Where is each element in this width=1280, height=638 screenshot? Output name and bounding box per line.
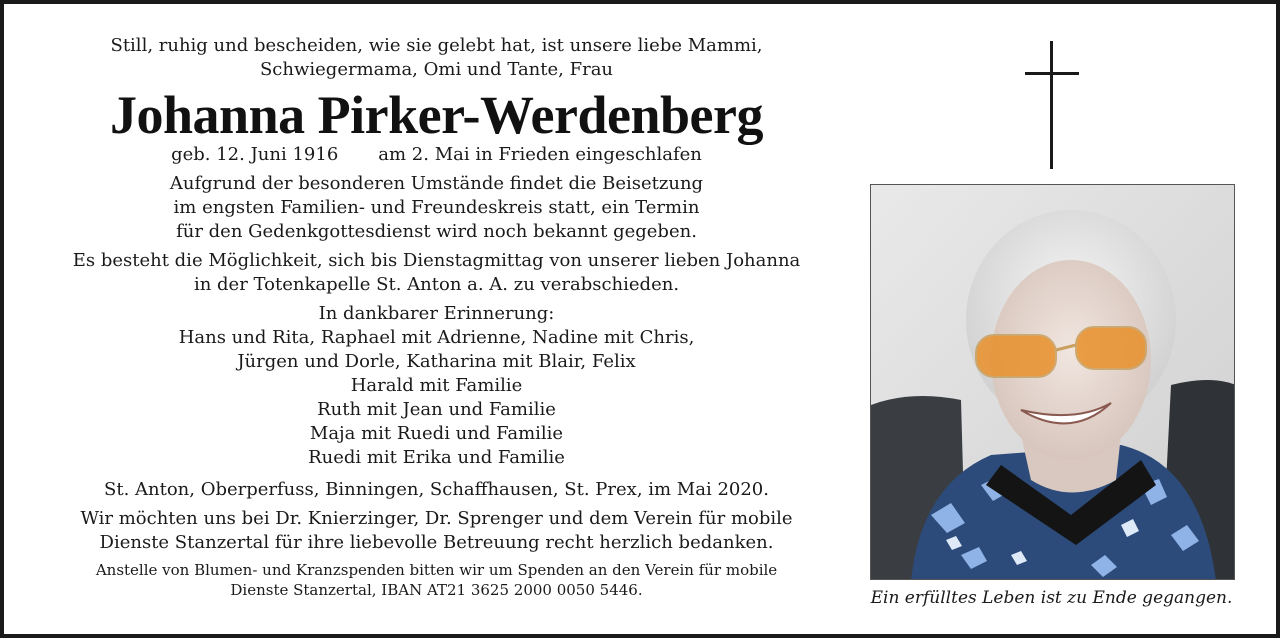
mourner-line: Maja mit Ruedi und Familie: [309, 423, 564, 444]
intro-line: Schwiegermama, Omi und Tante, Frau: [259, 59, 614, 80]
farewell-line: in der Totenkapelle St. Anton a. A. zu verabschieden.: [193, 274, 680, 295]
places-and-date: St. Anton, Oberperfuss, Binningen, Schaffhausen, St. Prex, im Mai 2020.: [104, 479, 769, 500]
thanks-notice: [44, 507, 829, 555]
burial-notice: [44, 172, 829, 244]
intro-line: Still, ruhig und bescheiden, wie sie gelebt hat, ist unsere liebe Mammi,: [110, 35, 763, 56]
mourner-line: Harald mit Familie: [350, 375, 523, 396]
donation-notice: [44, 560, 829, 600]
burial-line: im engsten Familien- und Freundeskreis statt, ein Termin: [173, 197, 700, 218]
mourner-line: Jürgen und Dorle, Katharina mit Blair, Felix: [237, 351, 636, 372]
farewell-line: Es besteht die Möglichkeit, sich bis Dienstagmittag von unserer lieben Johanna: [72, 250, 801, 271]
cross-icon: [1025, 41, 1079, 169]
death-date: am 2. Mai in Frieden eingeschlafen: [378, 144, 702, 165]
thanks-line: Dienste Stanzertal für ihre liebevolle Betreuung recht herzlich bedanken.: [99, 532, 774, 553]
photo-caption: Ein erfülltes Leben ist zu Ende gegangen.: [870, 588, 1233, 608]
farewell-notice: [44, 249, 829, 297]
mourners-list: [44, 302, 829, 470]
life-dates: [44, 144, 829, 166]
deceased-name: Johanna Pirker-Werdenberg: [110, 85, 763, 145]
intro-text: [44, 34, 829, 82]
mourners-heading: In dankbarer Erinnerung:: [318, 303, 555, 324]
mourner-line: Ruedi mit Erika und Familie: [308, 447, 565, 468]
mourner-line: Hans und Rita, Raphael mit Adrienne, Nadine mit Chris,: [178, 327, 695, 348]
donation-line: Dienste Stanzertal, IBAN AT21 3625 2000 0050 5446.: [230, 581, 643, 599]
mourner-line: Ruth mit Jean und Familie: [317, 399, 556, 420]
donation-line: Anstelle von Blumen- und Kranzspenden bitten wir um Spenden an den Verein für mobile: [95, 561, 778, 579]
burial-line: für den Gedenkgottesdienst wird noch bekannt gegeben.: [176, 221, 697, 242]
burial-line: Aufgrund der besonderen Umstände findet die Beisetzung: [169, 173, 704, 194]
portrait-photo: [870, 184, 1235, 580]
birth-date: geb. 12. Juni 1916: [171, 144, 339, 165]
obituary-text-column: [44, 34, 829, 605]
thanks-line: Wir möchten uns bei Dr. Knierzinger, Dr. Sprenger und dem Verein für mobile: [80, 508, 793, 529]
